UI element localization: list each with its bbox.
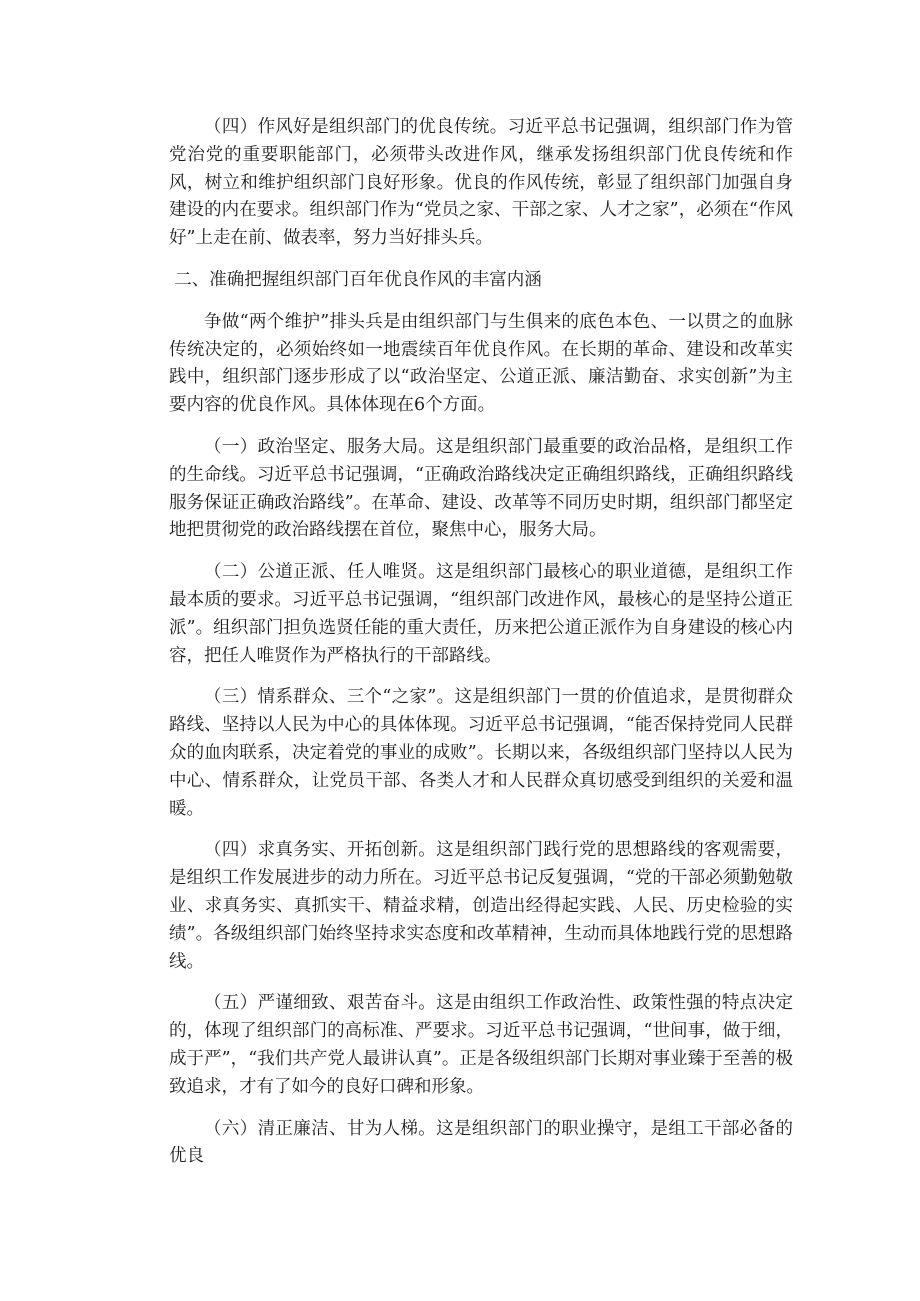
paragraph-two-safeguards: 争做“两个维护”排头兵是由组织部门与生俱来的底色本色、一以贯之的血脉传统决定的，必须始终如一地震续百年优良作风。在长期的革命、建设和改革实践中，组织部门逐步形成了以“政治坚定、公道正派、廉洁勤奋、求实创新”为主要内容的优良作风。具体体现在6个方面。 [169, 311, 793, 416]
paragraph-item-2: （二）公道正派、任人唯贤。这是组织部门最核心的职业道德，是组织工作最本质的要求。习近平总书记强调，“组织部门改进作风，最核心的是坚持公道正派”。组织部门担负选贤任能的重大责任，历来把公道正派作为自身建设的核心内容，把任人唯贤作为严格执行的干部路线。 [169, 562, 793, 666]
paragraph-item-3: （三）情系群众、三个“之家”。这是组织部门一贯的价值追求，是贯彻群众路线、坚持以人民为中心的具体体现。习近平总书记强调，“能否保持党同人民群众的血肉联系，决定着党的事业的成败”。长期以来，各级组织部门坚持以人民为中心、情系群众，让党员干部、各类人才和人民群众真切感受到组织的关爱和温暖。 [169, 687, 793, 819]
paragraph-style-good: （四）作风好是组织部门的优良传统。习近平总书记强调，组织部门作为管党治党的重要职能部门，必须带头改进作风，继承发扬组织部门优良传统和作风，树立和维护组织部门良好形象。优良的作风传统，彰显了组织部门加强自身建设的内在要求。组织部门作为“党员之家、干部之家、人才之家”，必须在“作风好”上走在前、做表率，努力当好排头兵。 [169, 117, 793, 249]
paragraph-item-1: （一）政治坚定、服务大局。这是组织部门最重要的政治品格，是组织工作的生命线。习近平总书记强调，“正确政治路线决定正确组织路线，正确组织路线服务保证正确政治路线”。在革命、建设、改革等不同历史时期，组织部门都坚定地把贯彻党的政治路线摆在首位，聚焦中心，服务大局。 [169, 436, 793, 541]
paragraph-item-4: （四）求真务实、开拓创新。这是组织部门践行党的思想路线的客观需要，是组织工作发展进步的动力所在。习近平总书记反复强调，“党的干部必须勤勉敬业、求真务实、真抓实干、精益求精，创造出经得起实践、人民、历史检验的实绩”。各级组织部门始终坚持求实态度和改革精神，生动而具体地践行党的思想路线。 [169, 840, 793, 972]
paragraph-item-5: （五）严谨细致、艰苦奋斗。这是由组织工作政治性、政策性强的特点决定的，体现了组织部门的高标准、严要求。习近平总书记强调，“世间事，做于细，成于严”，“我们共产党人最讲认真”。正是各级组织部门长期对事业臻于至善的极致追求，才有了如今的良好口碑和形象。 [169, 993, 793, 1097]
document-body [169, 114, 793, 1185]
section-heading-2: 二、准确把握组织部门百年优良作风的丰富内涵 [174, 269, 542, 290]
paragraph-item-6: （六）清正廉洁、甘为人梯。这是组织部门的职业操守，是组工干部必备的优良 [169, 1118, 793, 1167]
